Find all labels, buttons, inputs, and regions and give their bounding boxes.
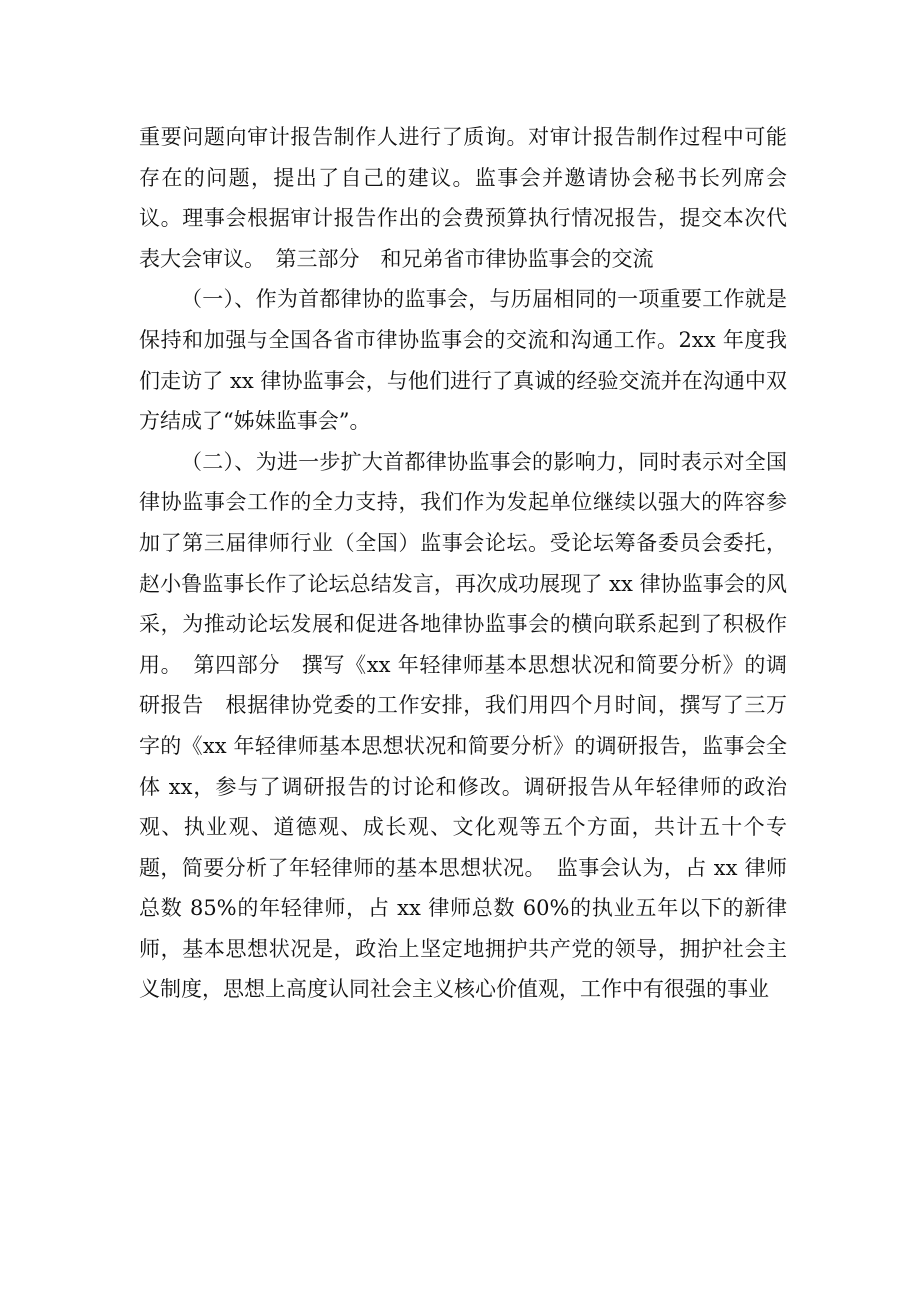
body-text [139,117,787,1010]
paragraph-audit-review: 重要问题向审计报告制作人进行了质询。对审计报告制作过程中可能存在的问题，提出了自己的建议。监事会并邀请协会秘书长列席会议。理事会根据审计报告作出的会费预算执行情况报告，提交本次代表大会审议。 第三部分 和兄弟省市律协监事会的交流 [139,125,787,271]
paragraph-exchange-two: （二）、为进一步扩大首都律协监事会的影响力，同时表示对全国律协监事会工作的全力支持，我们作为发起单位继续以强大的阵容参加了第三届律师行业（全国）监事会论坛。受论坛筹备委员会委托，赵小鲁监事长作了论坛总结发言，再次成功展现了 xx 律协监事会的风采，为推动论坛发展和促进各地律协监事会的横向联系起到了积极作用。 第四部分 撰写《xx 年轻律师基本思想状况和简要分析》的调研报告 根据律协党委的工作安排，我们用四个月时间，撰写了三万字的《xx 年轻律师基本思想状况和简要分析》的调研报告，监事会全体 xx，参与了调研报告的讨论和修改。调研报告从年轻律师的政治观、执业观、道德观、成长观、文化观等五个方面，共计五十个专题，简要分析了年轻律师的基本思想状况。 监事会认为，占 xx 律师总数 85%的年轻律师，占 xx 律师总数 60%的执业五年以下的新律师，基本思想状况是，政治上坚定地拥护共产党的领导，拥护社会主义制度，思想上高度认同社会主义核心价值观，工作中有很强的事业 [139,449,787,1002]
paragraph-exchange-one: （一）、作为首都律协的监事会，与历届相同的一项重要工作就是保持和加强与全国各省市律协监事会的交流和沟通工作。2xx 年度我们走访了 xx 律协监事会，与他们进行了真诚的经验交流并在沟通中双方结成了“姊妹监事会”。 [139,287,787,434]
